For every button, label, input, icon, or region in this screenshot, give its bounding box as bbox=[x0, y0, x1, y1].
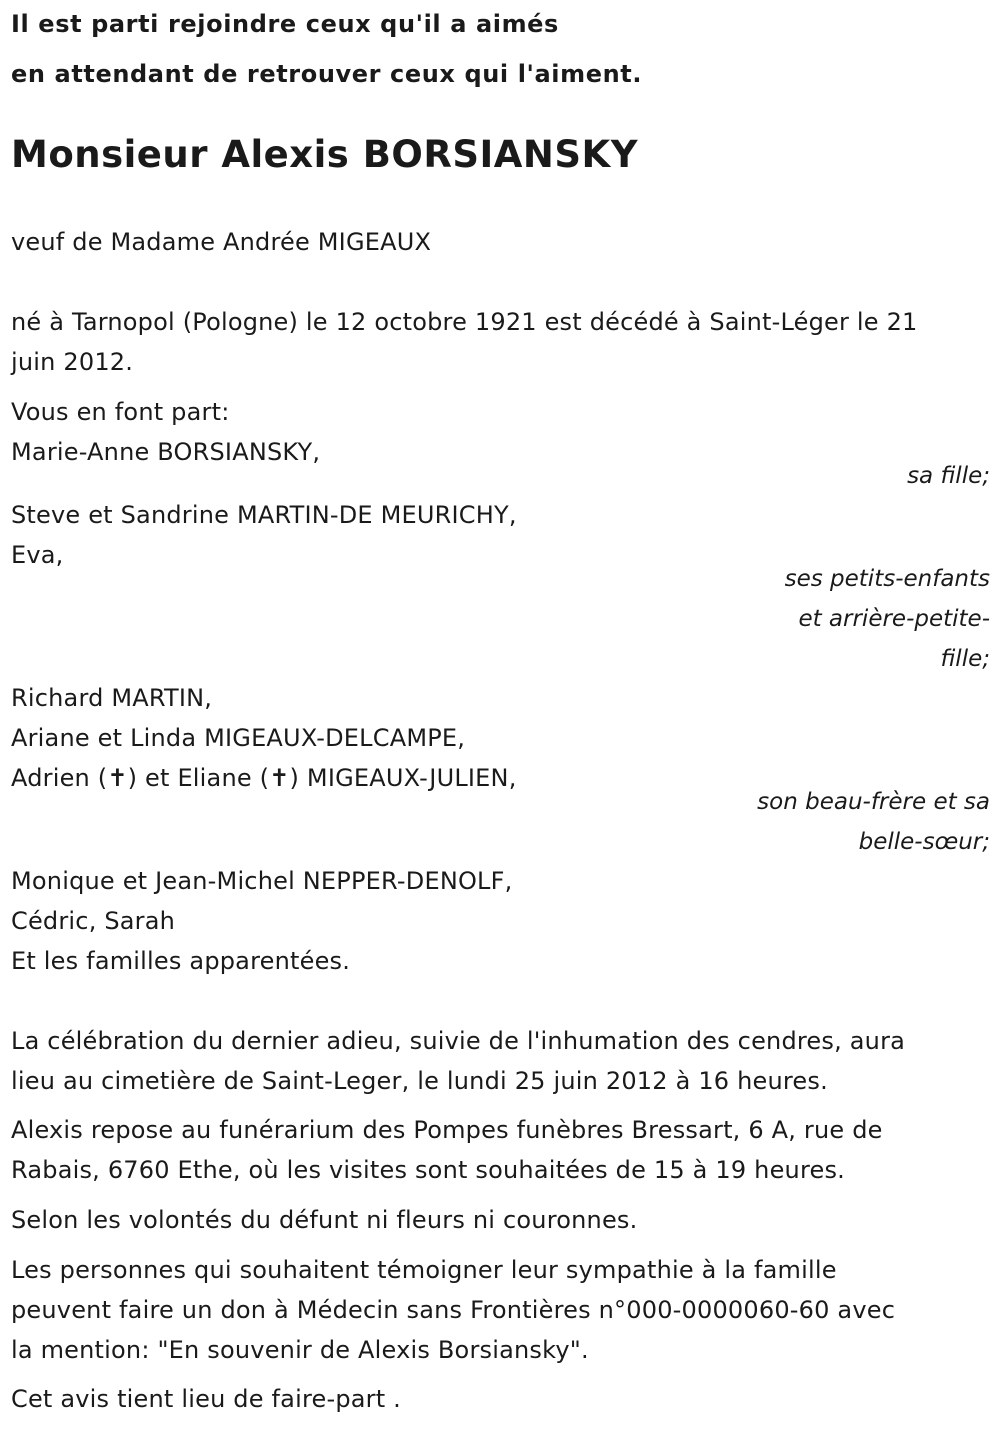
closing-note: Cet avis tient lieu de faire-part . bbox=[11, 1385, 402, 1413]
inlaws-line-3: Adrien (✝) et Eliane (✝) MIGEAUX-JULIEN, bbox=[11, 764, 517, 792]
others-line-2: Cédric, Sarah bbox=[11, 907, 176, 935]
inlaws-relation-1: son beau-frère et sa bbox=[757, 789, 990, 815]
widower-line: veuf de Madame Andrée MIGEAUX bbox=[11, 228, 432, 256]
grandchildren-relation-1: ses petits-enfants bbox=[784, 566, 990, 592]
epigraph-line-2: en attendant de retrouver ceux qui l'aiment. bbox=[11, 60, 643, 88]
donation-line-3: la mention: "En souvenir de Alexis Borsiansky". bbox=[11, 1336, 589, 1364]
others-line-1: Monique et Jean-Michel NEPPER-DENOLF, bbox=[11, 867, 513, 895]
visitation-line-1: Alexis repose au funérarium des Pompes funèbres Bressart, 6 A, rue de bbox=[11, 1116, 883, 1144]
grandchildren-line-2: Eva, bbox=[11, 541, 64, 569]
others-line-3: Et les familles apparentées. bbox=[11, 947, 351, 975]
grandchildren-line-1: Steve et Sandrine MARTIN-DE MEURICHY, bbox=[11, 501, 517, 529]
flowers-note: Selon les volontés du défunt ni fleurs ni couronnes. bbox=[11, 1206, 638, 1234]
ceremony-line-1: La célébration du dernier adieu, suivie de l'inhumation des cendres, aura bbox=[11, 1027, 906, 1055]
daughter-name: Marie-Anne BORSIANSKY, bbox=[11, 438, 321, 466]
inlaws-line-2: Ariane et Linda MIGEAUX-DELCAMPE, bbox=[11, 724, 466, 752]
birth-death-line-2: juin 2012. bbox=[11, 348, 134, 376]
birth-death-line-1: né à Tarnopol (Pologne) le 12 octobre 1921 est décédé à Saint-Léger le 21 bbox=[11, 308, 918, 336]
grandchildren-relation-2: et arrière-petite- bbox=[798, 606, 990, 632]
inlaws-line-1: Richard MARTIN, bbox=[11, 684, 213, 712]
inlaws-relation-2: belle-sœur; bbox=[858, 829, 990, 855]
ceremony-line-2: lieu au cimetière de Saint-Leger, le lundi 25 juin 2012 à 16 heures. bbox=[11, 1067, 828, 1095]
visitation-line-2: Rabais, 6760 Ethe, où les visites sont souhaitées de 15 à 19 heures. bbox=[11, 1156, 846, 1184]
donation-line-2: peuvent faire un don à Médecin sans Frontières n°000-0000060-60 avec bbox=[11, 1296, 896, 1324]
deceased-name: Monsieur Alexis BORSIANSKY bbox=[11, 133, 638, 176]
announcers-intro: Vous en font part: bbox=[11, 398, 230, 426]
donation-line-1: Les personnes qui souhaitent témoigner leur sympathie à la famille bbox=[11, 1256, 837, 1284]
grandchildren-relation-3: fille; bbox=[940, 646, 990, 672]
epigraph-line-1: Il est parti rejoindre ceux qu'il a aimés bbox=[11, 10, 559, 38]
daughter-relation: sa fille; bbox=[907, 463, 990, 489]
